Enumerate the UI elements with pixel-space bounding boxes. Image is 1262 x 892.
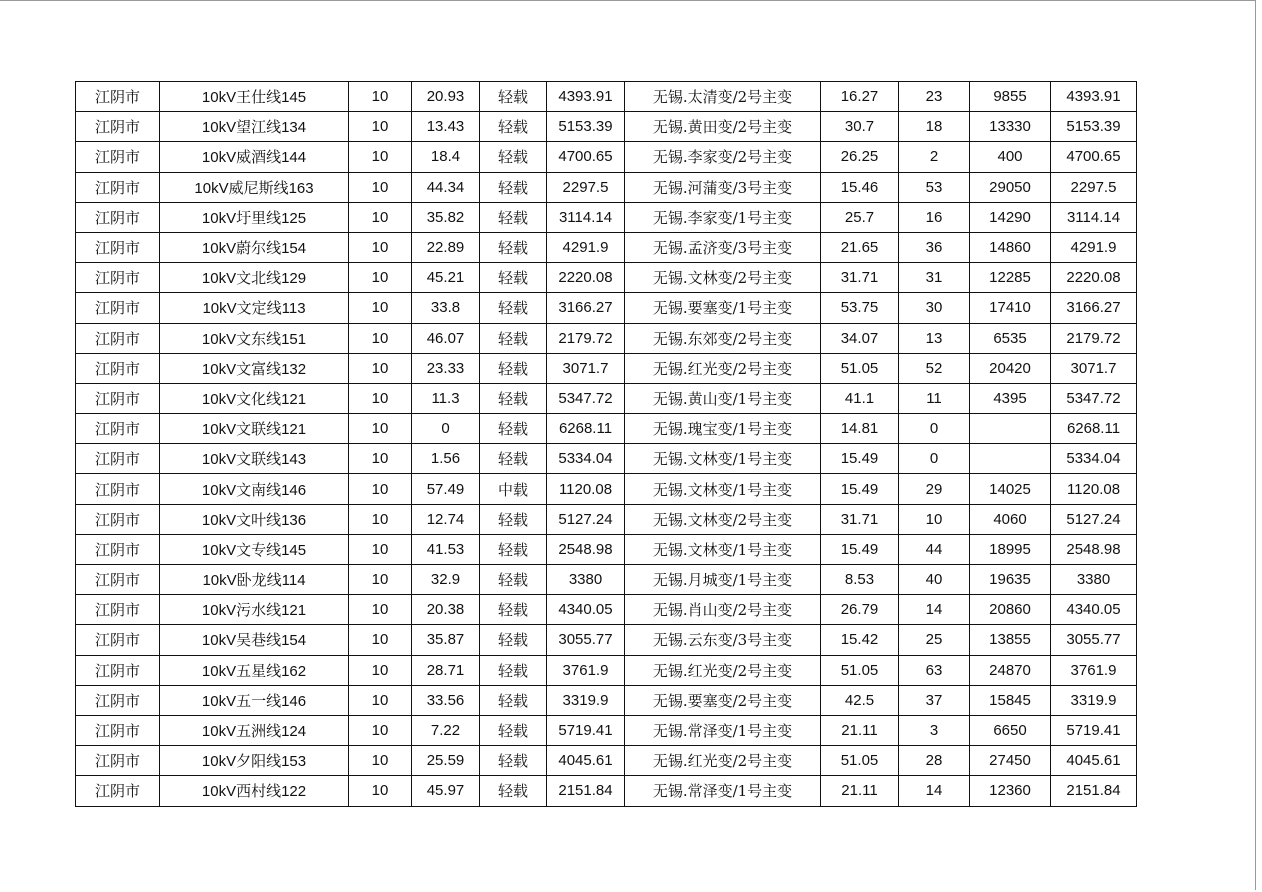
margin-cell: 3761.9 <box>1051 655 1137 685</box>
voltage-cell: 10 <box>349 685 412 715</box>
table-row <box>76 444 1137 474</box>
kva-cell: 20420 <box>970 353 1051 383</box>
load-rate-cell: 7.22 <box>412 715 480 745</box>
count-cell: 44 <box>899 534 970 564</box>
count-cell: 37 <box>899 685 970 715</box>
transformer-rate-cell: 15.49 <box>821 474 899 504</box>
transformer-rate-cell: 15.49 <box>821 444 899 474</box>
margin-cell: 5127.24 <box>1051 504 1137 534</box>
transformer-rate-cell: 26.79 <box>821 595 899 625</box>
load-rate-cell: 25.59 <box>412 746 480 776</box>
transformer-cell: 无锡.文林变/1号主变 <box>625 534 821 564</box>
kva-cell: 9855 <box>970 82 1051 112</box>
load-status-cell: 轻载 <box>480 172 547 202</box>
transformer-rate-cell: 53.75 <box>821 293 899 323</box>
capacity-cell: 5127.24 <box>547 504 625 534</box>
load-status-cell: 轻载 <box>480 232 547 262</box>
table-row <box>76 534 1137 564</box>
city-cell: 江阴市 <box>76 746 160 776</box>
city-cell: 江阴市 <box>76 172 160 202</box>
count-cell: 0 <box>899 414 970 444</box>
line-name-cell: 10kV吴巷线154 <box>160 625 349 655</box>
data-table <box>75 81 1137 807</box>
voltage-cell: 10 <box>349 293 412 323</box>
count-cell: 0 <box>899 444 970 474</box>
line-name-cell: 10kV污水线121 <box>160 595 349 625</box>
load-rate-cell: 57.49 <box>412 474 480 504</box>
line-name-cell: 10kV王仕线145 <box>160 82 349 112</box>
margin-cell: 5347.72 <box>1051 383 1137 413</box>
table-body <box>76 82 1137 807</box>
city-cell: 江阴市 <box>76 323 160 353</box>
table-row <box>76 655 1137 685</box>
load-status-cell: 轻载 <box>480 715 547 745</box>
load-status-cell: 轻载 <box>480 383 547 413</box>
kva-cell: 4060 <box>970 504 1051 534</box>
city-cell: 江阴市 <box>76 625 160 655</box>
load-rate-cell: 35.82 <box>412 202 480 232</box>
capacity-cell: 5719.41 <box>547 715 625 745</box>
capacity-cell: 4700.65 <box>547 142 625 172</box>
line-name-cell: 10kV夕阳线153 <box>160 746 349 776</box>
transformer-cell: 无锡.太清变/2号主变 <box>625 82 821 112</box>
load-status-cell: 轻载 <box>480 655 547 685</box>
voltage-cell: 10 <box>349 504 412 534</box>
city-cell: 江阴市 <box>76 504 160 534</box>
load-rate-cell: 1.56 <box>412 444 480 474</box>
load-rate-cell: 32.9 <box>412 565 480 595</box>
capacity-cell: 2297.5 <box>547 172 625 202</box>
capacity-cell: 4045.61 <box>547 746 625 776</box>
margin-cell: 4340.05 <box>1051 595 1137 625</box>
count-cell: 14 <box>899 595 970 625</box>
capacity-cell: 3761.9 <box>547 655 625 685</box>
kva-cell: 24870 <box>970 655 1051 685</box>
transformer-rate-cell: 41.1 <box>821 383 899 413</box>
margin-cell: 4291.9 <box>1051 232 1137 262</box>
load-rate-cell: 33.8 <box>412 293 480 323</box>
transformer-rate-cell: 34.07 <box>821 323 899 353</box>
table-row <box>76 474 1137 504</box>
margin-cell: 2548.98 <box>1051 534 1137 564</box>
count-cell: 2 <box>899 142 970 172</box>
load-status-cell: 轻载 <box>480 534 547 564</box>
capacity-cell: 3380 <box>547 565 625 595</box>
transformer-cell: 无锡.红光变/2号主变 <box>625 353 821 383</box>
voltage-cell: 10 <box>349 444 412 474</box>
load-rate-cell: 0 <box>412 414 480 444</box>
margin-cell: 4393.91 <box>1051 82 1137 112</box>
count-cell: 29 <box>899 474 970 504</box>
voltage-cell: 10 <box>349 232 412 262</box>
load-rate-cell: 35.87 <box>412 625 480 655</box>
line-name-cell: 10kV卧龙线114 <box>160 565 349 595</box>
transformer-cell: 无锡.月城变/1号主变 <box>625 565 821 595</box>
line-name-cell: 10kV文北线129 <box>160 263 349 293</box>
line-name-cell: 10kV文富线132 <box>160 353 349 383</box>
table-row <box>76 112 1137 142</box>
load-rate-cell: 18.4 <box>412 142 480 172</box>
city-cell: 江阴市 <box>76 232 160 262</box>
city-cell: 江阴市 <box>76 82 160 112</box>
voltage-cell: 10 <box>349 595 412 625</box>
capacity-cell: 3114.14 <box>547 202 625 232</box>
margin-cell: 4700.65 <box>1051 142 1137 172</box>
count-cell: 23 <box>899 82 970 112</box>
line-name-cell: 10kV威尼斯线163 <box>160 172 349 202</box>
city-cell: 江阴市 <box>76 112 160 142</box>
kva-cell: 27450 <box>970 746 1051 776</box>
line-name-cell: 10kV文化线121 <box>160 383 349 413</box>
count-cell: 10 <box>899 504 970 534</box>
kva-cell: 4395 <box>970 383 1051 413</box>
table-row <box>76 263 1137 293</box>
voltage-cell: 10 <box>349 112 412 142</box>
load-status-cell: 轻载 <box>480 444 547 474</box>
count-cell: 25 <box>899 625 970 655</box>
margin-cell: 3380 <box>1051 565 1137 595</box>
capacity-cell: 5334.04 <box>547 444 625 474</box>
load-status-cell: 轻载 <box>480 323 547 353</box>
capacity-cell: 4340.05 <box>547 595 625 625</box>
line-name-cell: 10kV蔚尔线154 <box>160 232 349 262</box>
line-name-cell: 10kV西村线122 <box>160 776 349 806</box>
table-row <box>76 746 1137 776</box>
kva-cell <box>970 444 1051 474</box>
kva-cell: 12285 <box>970 263 1051 293</box>
voltage-cell: 10 <box>349 474 412 504</box>
capacity-cell: 5153.39 <box>547 112 625 142</box>
transformer-cell: 无锡.文林变/1号主变 <box>625 444 821 474</box>
line-name-cell: 10kV威酒线144 <box>160 142 349 172</box>
transformer-cell: 无锡.要塞变/1号主变 <box>625 293 821 323</box>
margin-cell: 2220.08 <box>1051 263 1137 293</box>
table-row <box>76 715 1137 745</box>
capacity-cell: 4291.9 <box>547 232 625 262</box>
load-rate-cell: 44.34 <box>412 172 480 202</box>
load-status-cell: 轻载 <box>480 82 547 112</box>
margin-cell: 3071.7 <box>1051 353 1137 383</box>
load-status-cell: 轻载 <box>480 142 547 172</box>
table-row <box>76 293 1137 323</box>
city-cell: 江阴市 <box>76 202 160 232</box>
transformer-cell: 无锡.肖山变/2号主变 <box>625 595 821 625</box>
load-rate-cell: 45.97 <box>412 776 480 806</box>
line-name-cell: 10kV文专线145 <box>160 534 349 564</box>
line-name-cell: 10kV圩里线125 <box>160 202 349 232</box>
kva-cell: 13330 <box>970 112 1051 142</box>
line-name-cell: 10kV五洲线124 <box>160 715 349 745</box>
table-row <box>76 776 1137 806</box>
kva-cell: 18995 <box>970 534 1051 564</box>
table-row <box>76 82 1137 112</box>
line-name-cell: 10kV文定线113 <box>160 293 349 323</box>
voltage-cell: 10 <box>349 414 412 444</box>
kva-cell: 29050 <box>970 172 1051 202</box>
voltage-cell: 10 <box>349 776 412 806</box>
city-cell: 江阴市 <box>76 383 160 413</box>
load-status-cell: 轻载 <box>480 202 547 232</box>
capacity-cell: 1120.08 <box>547 474 625 504</box>
table-row <box>76 353 1137 383</box>
transformer-cell: 无锡.文林变/1号主变 <box>625 474 821 504</box>
margin-cell: 2179.72 <box>1051 323 1137 353</box>
load-rate-cell: 46.07 <box>412 323 480 353</box>
load-rate-cell: 20.38 <box>412 595 480 625</box>
capacity-cell: 2220.08 <box>547 263 625 293</box>
city-cell: 江阴市 <box>76 655 160 685</box>
load-status-cell: 轻载 <box>480 112 547 142</box>
transformer-rate-cell: 15.49 <box>821 534 899 564</box>
load-status-cell: 轻载 <box>480 776 547 806</box>
load-rate-cell: 41.53 <box>412 534 480 564</box>
line-name-cell: 10kV五星线162 <box>160 655 349 685</box>
load-rate-cell: 28.71 <box>412 655 480 685</box>
transformer-rate-cell: 8.53 <box>821 565 899 595</box>
voltage-cell: 10 <box>349 172 412 202</box>
transformer-cell: 无锡.东郊变/2号主变 <box>625 323 821 353</box>
transformer-rate-cell: 30.7 <box>821 112 899 142</box>
transformer-rate-cell: 21.65 <box>821 232 899 262</box>
voltage-cell: 10 <box>349 715 412 745</box>
transformer-rate-cell: 14.81 <box>821 414 899 444</box>
margin-cell: 6268.11 <box>1051 414 1137 444</box>
line-name-cell: 10kV文南线146 <box>160 474 349 504</box>
kva-cell: 15845 <box>970 685 1051 715</box>
load-rate-cell: 23.33 <box>412 353 480 383</box>
margin-cell: 3114.14 <box>1051 202 1137 232</box>
load-rate-cell: 20.93 <box>412 82 480 112</box>
kva-cell: 17410 <box>970 293 1051 323</box>
count-cell: 36 <box>899 232 970 262</box>
load-status-cell: 中载 <box>480 474 547 504</box>
load-status-cell: 轻载 <box>480 263 547 293</box>
count-cell: 18 <box>899 112 970 142</box>
table-row <box>76 414 1137 444</box>
load-status-cell: 轻载 <box>480 746 547 776</box>
city-cell: 江阴市 <box>76 263 160 293</box>
table-row <box>76 595 1137 625</box>
city-cell: 江阴市 <box>76 414 160 444</box>
margin-cell: 5719.41 <box>1051 715 1137 745</box>
table-row <box>76 232 1137 262</box>
transformer-cell: 无锡.要塞变/2号主变 <box>625 685 821 715</box>
transformer-cell: 无锡.黄山变/1号主变 <box>625 383 821 413</box>
voltage-cell: 10 <box>349 142 412 172</box>
margin-cell: 5153.39 <box>1051 112 1137 142</box>
transformer-rate-cell: 31.71 <box>821 263 899 293</box>
city-cell: 江阴市 <box>76 142 160 172</box>
count-cell: 13 <box>899 323 970 353</box>
capacity-cell: 5347.72 <box>547 383 625 413</box>
table-row <box>76 172 1137 202</box>
line-name-cell: 10kV文东线151 <box>160 323 349 353</box>
load-status-cell: 轻载 <box>480 293 547 323</box>
kva-cell: 400 <box>970 142 1051 172</box>
transformer-cell: 无锡.云东变/3号主变 <box>625 625 821 655</box>
margin-cell: 4045.61 <box>1051 746 1137 776</box>
transformer-cell: 无锡.文林变/2号主变 <box>625 504 821 534</box>
kva-cell: 6535 <box>970 323 1051 353</box>
line-name-cell: 10kV文联线121 <box>160 414 349 444</box>
count-cell: 14 <box>899 776 970 806</box>
voltage-cell: 10 <box>349 534 412 564</box>
city-cell: 江阴市 <box>76 715 160 745</box>
transformer-cell: 无锡.孟济变/3号主变 <box>625 232 821 262</box>
voltage-cell: 10 <box>349 263 412 293</box>
table-row <box>76 142 1137 172</box>
margin-cell: 3319.9 <box>1051 685 1137 715</box>
table-row <box>76 625 1137 655</box>
kva-cell: 14025 <box>970 474 1051 504</box>
table-row <box>76 565 1137 595</box>
voltage-cell: 10 <box>349 383 412 413</box>
transformer-cell: 无锡.红光变/2号主变 <box>625 655 821 685</box>
kva-cell: 13855 <box>970 625 1051 655</box>
load-rate-cell: 33.56 <box>412 685 480 715</box>
city-cell: 江阴市 <box>76 293 160 323</box>
transformer-cell: 无锡.李家变/2号主变 <box>625 142 821 172</box>
transformer-cell: 无锡.黄田变/2号主变 <box>625 112 821 142</box>
transformer-rate-cell: 16.27 <box>821 82 899 112</box>
voltage-cell: 10 <box>349 746 412 776</box>
voltage-cell: 10 <box>349 565 412 595</box>
load-status-cell: 轻载 <box>480 353 547 383</box>
kva-cell: 19635 <box>970 565 1051 595</box>
margin-cell: 5334.04 <box>1051 444 1137 474</box>
margin-cell: 2297.5 <box>1051 172 1137 202</box>
city-cell: 江阴市 <box>76 565 160 595</box>
voltage-cell: 10 <box>349 323 412 353</box>
kva-cell <box>970 414 1051 444</box>
voltage-cell: 10 <box>349 82 412 112</box>
load-rate-cell: 11.3 <box>412 383 480 413</box>
kva-cell: 12360 <box>970 776 1051 806</box>
table-row <box>76 323 1137 353</box>
count-cell: 53 <box>899 172 970 202</box>
line-name-cell: 10kV望江线134 <box>160 112 349 142</box>
capacity-cell: 3055.77 <box>547 625 625 655</box>
line-name-cell: 10kV文联线143 <box>160 444 349 474</box>
margin-cell: 3166.27 <box>1051 293 1137 323</box>
table-row <box>76 504 1137 534</box>
table-row <box>76 685 1137 715</box>
kva-cell: 14290 <box>970 202 1051 232</box>
capacity-cell: 3166.27 <box>547 293 625 323</box>
voltage-cell: 10 <box>349 202 412 232</box>
load-status-cell: 轻载 <box>480 595 547 625</box>
count-cell: 31 <box>899 263 970 293</box>
voltage-cell: 10 <box>349 655 412 685</box>
count-cell: 11 <box>899 383 970 413</box>
transformer-cell: 无锡.文林变/2号主变 <box>625 263 821 293</box>
capacity-cell: 3071.7 <box>547 353 625 383</box>
load-rate-cell: 45.21 <box>412 263 480 293</box>
table-row <box>76 383 1137 413</box>
kva-cell: 6650 <box>970 715 1051 745</box>
kva-cell: 20860 <box>970 595 1051 625</box>
load-rate-cell: 13.43 <box>412 112 480 142</box>
voltage-cell: 10 <box>349 625 412 655</box>
capacity-cell: 2151.84 <box>547 776 625 806</box>
city-cell: 江阴市 <box>76 444 160 474</box>
capacity-cell: 6268.11 <box>547 414 625 444</box>
city-cell: 江阴市 <box>76 776 160 806</box>
transformer-rate-cell: 21.11 <box>821 715 899 745</box>
transformer-cell: 无锡.河蒲变/3号主变 <box>625 172 821 202</box>
load-status-cell: 轻载 <box>480 565 547 595</box>
line-name-cell: 10kV五一线146 <box>160 685 349 715</box>
load-status-cell: 轻载 <box>480 685 547 715</box>
city-cell: 江阴市 <box>76 534 160 564</box>
transformer-rate-cell: 15.46 <box>821 172 899 202</box>
transformer-cell: 无锡.常泽变/1号主变 <box>625 715 821 745</box>
margin-cell: 2151.84 <box>1051 776 1137 806</box>
load-status-cell: 轻载 <box>480 414 547 444</box>
transformer-cell: 无锡.红光变/2号主变 <box>625 746 821 776</box>
transformer-cell: 无锡.李家变/1号主变 <box>625 202 821 232</box>
city-cell: 江阴市 <box>76 474 160 504</box>
load-rate-cell: 22.89 <box>412 232 480 262</box>
count-cell: 16 <box>899 202 970 232</box>
count-cell: 40 <box>899 565 970 595</box>
count-cell: 3 <box>899 715 970 745</box>
capacity-cell: 4393.91 <box>547 82 625 112</box>
transformer-rate-cell: 51.05 <box>821 353 899 383</box>
transformer-rate-cell: 42.5 <box>821 685 899 715</box>
transformer-rate-cell: 26.25 <box>821 142 899 172</box>
table-row <box>76 202 1137 232</box>
capacity-cell: 3319.9 <box>547 685 625 715</box>
capacity-cell: 2179.72 <box>547 323 625 353</box>
count-cell: 52 <box>899 353 970 383</box>
load-status-cell: 轻载 <box>480 504 547 534</box>
transformer-rate-cell: 51.05 <box>821 655 899 685</box>
transformer-cell: 无锡.常泽变/1号主变 <box>625 776 821 806</box>
transformer-cell: 无锡.瑰宝变/1号主变 <box>625 414 821 444</box>
count-cell: 63 <box>899 655 970 685</box>
capacity-cell: 2548.98 <box>547 534 625 564</box>
voltage-cell: 10 <box>349 353 412 383</box>
city-cell: 江阴市 <box>76 353 160 383</box>
transformer-rate-cell: 25.7 <box>821 202 899 232</box>
transformer-rate-cell: 51.05 <box>821 746 899 776</box>
transformer-rate-cell: 21.11 <box>821 776 899 806</box>
margin-cell: 1120.08 <box>1051 474 1137 504</box>
city-cell: 江阴市 <box>76 595 160 625</box>
count-cell: 30 <box>899 293 970 323</box>
count-cell: 28 <box>899 746 970 776</box>
line-name-cell: 10kV文叶线136 <box>160 504 349 534</box>
load-status-cell: 轻载 <box>480 625 547 655</box>
city-cell: 江阴市 <box>76 685 160 715</box>
kva-cell: 14860 <box>970 232 1051 262</box>
transformer-rate-cell: 15.42 <box>821 625 899 655</box>
transformer-rate-cell: 31.71 <box>821 504 899 534</box>
margin-cell: 3055.77 <box>1051 625 1137 655</box>
load-rate-cell: 12.74 <box>412 504 480 534</box>
